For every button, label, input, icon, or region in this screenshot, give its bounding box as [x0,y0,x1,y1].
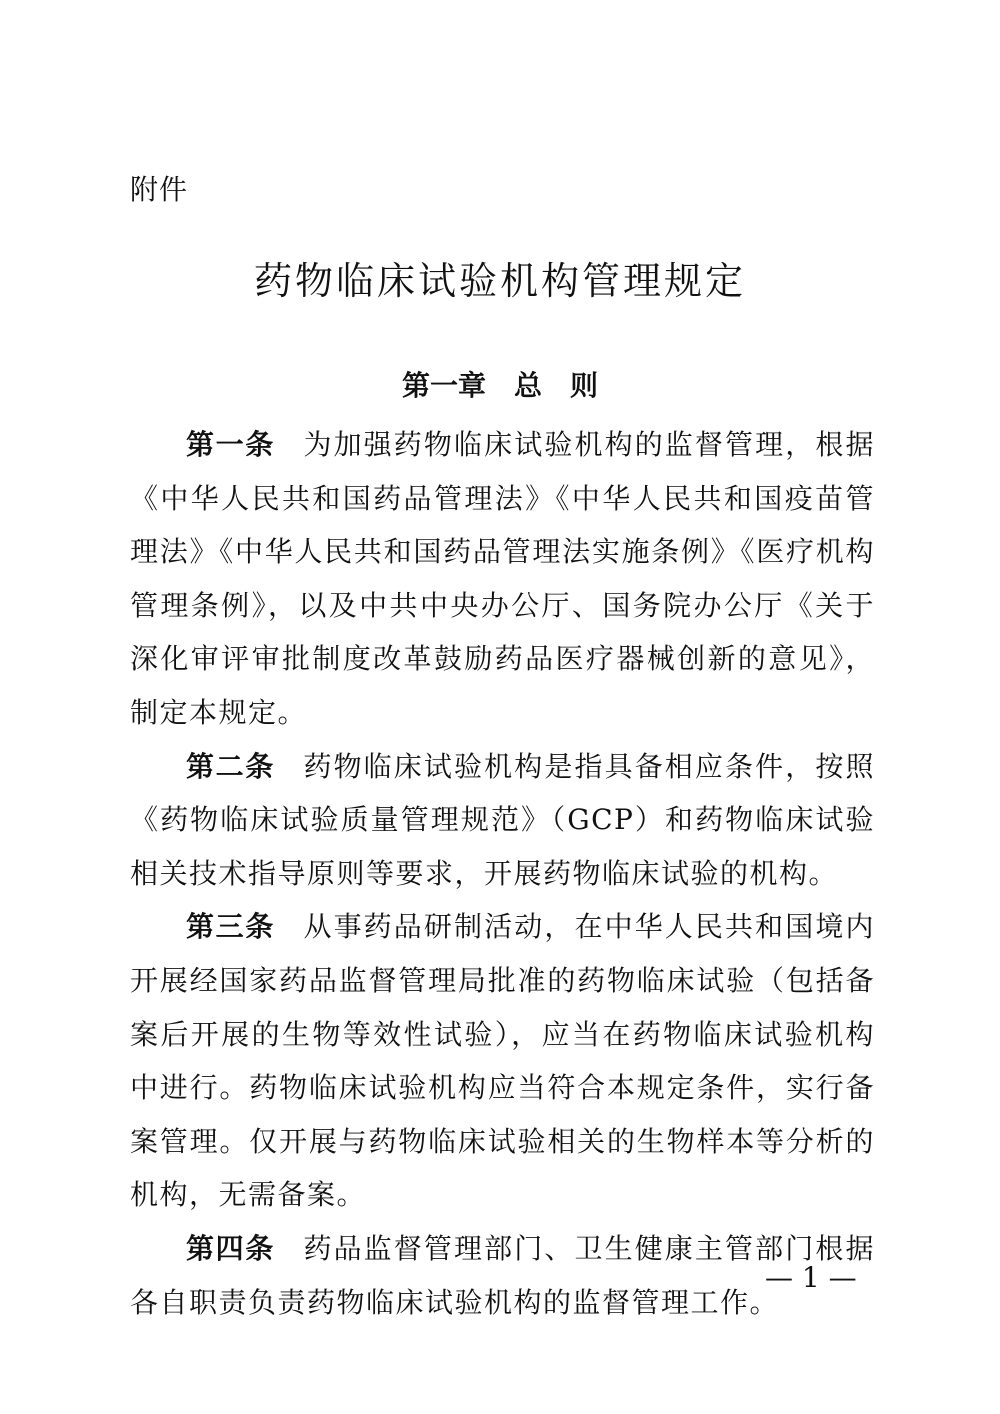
article-number: 第四条 [186,1231,275,1265]
article-text: 为加强药物临床试验机构的监督管理，根据《中华人民共和国药品管理法》《中华人民共和国疫苗管理法》《中华人民共和国药品管理法实施条例》《医疗机构管理条例》，以及中共中央办公厅、国务院办公厅《关于深化审评审批制度改革鼓励药品医疗器械创新的意见》，制定本规定。 [130,428,875,729]
article-text: 药物临床试验机构是指具备相应条件，按照《药物临床试验质量管理规范》（GCP）和药物临床试验相关技术指导原则等要求，开展药物临床试验的机构。 [130,749,875,890]
article-1 [130,418,875,740]
article-text: 从事药品研制活动，在中华人民共和国境内开展经国家药品监督管理局批准的药物临床试验（包括备案后开展的生物等效性试验），应当在药物临床试验机构中进行。药物临床试验机构应当符合本规定条件，实行备案管理。仅开展与药物临床试验相关的生物样本等分析的机构，无需备案。 [130,910,875,1212]
page-number: — 1 — [765,1261,857,1294]
article-number: 第三条 [186,910,275,944]
document-title: 药物临床试验机构管理规定 [253,259,746,303]
article-2 [130,740,875,901]
attachment-label: 附件 [130,173,189,206]
article-4 [130,1222,875,1329]
article-number: 第一条 [186,428,275,461]
document-body [130,418,875,1329]
chapter-heading: 第一章 总 则 [401,369,598,402]
article-number: 第二条 [186,749,275,783]
article-3 [130,900,875,1222]
article-text: 药品监督管理部门、卫生健康主管部门根据各自职责负责药物临床试验机构的监督管理工作。 [130,1231,875,1319]
